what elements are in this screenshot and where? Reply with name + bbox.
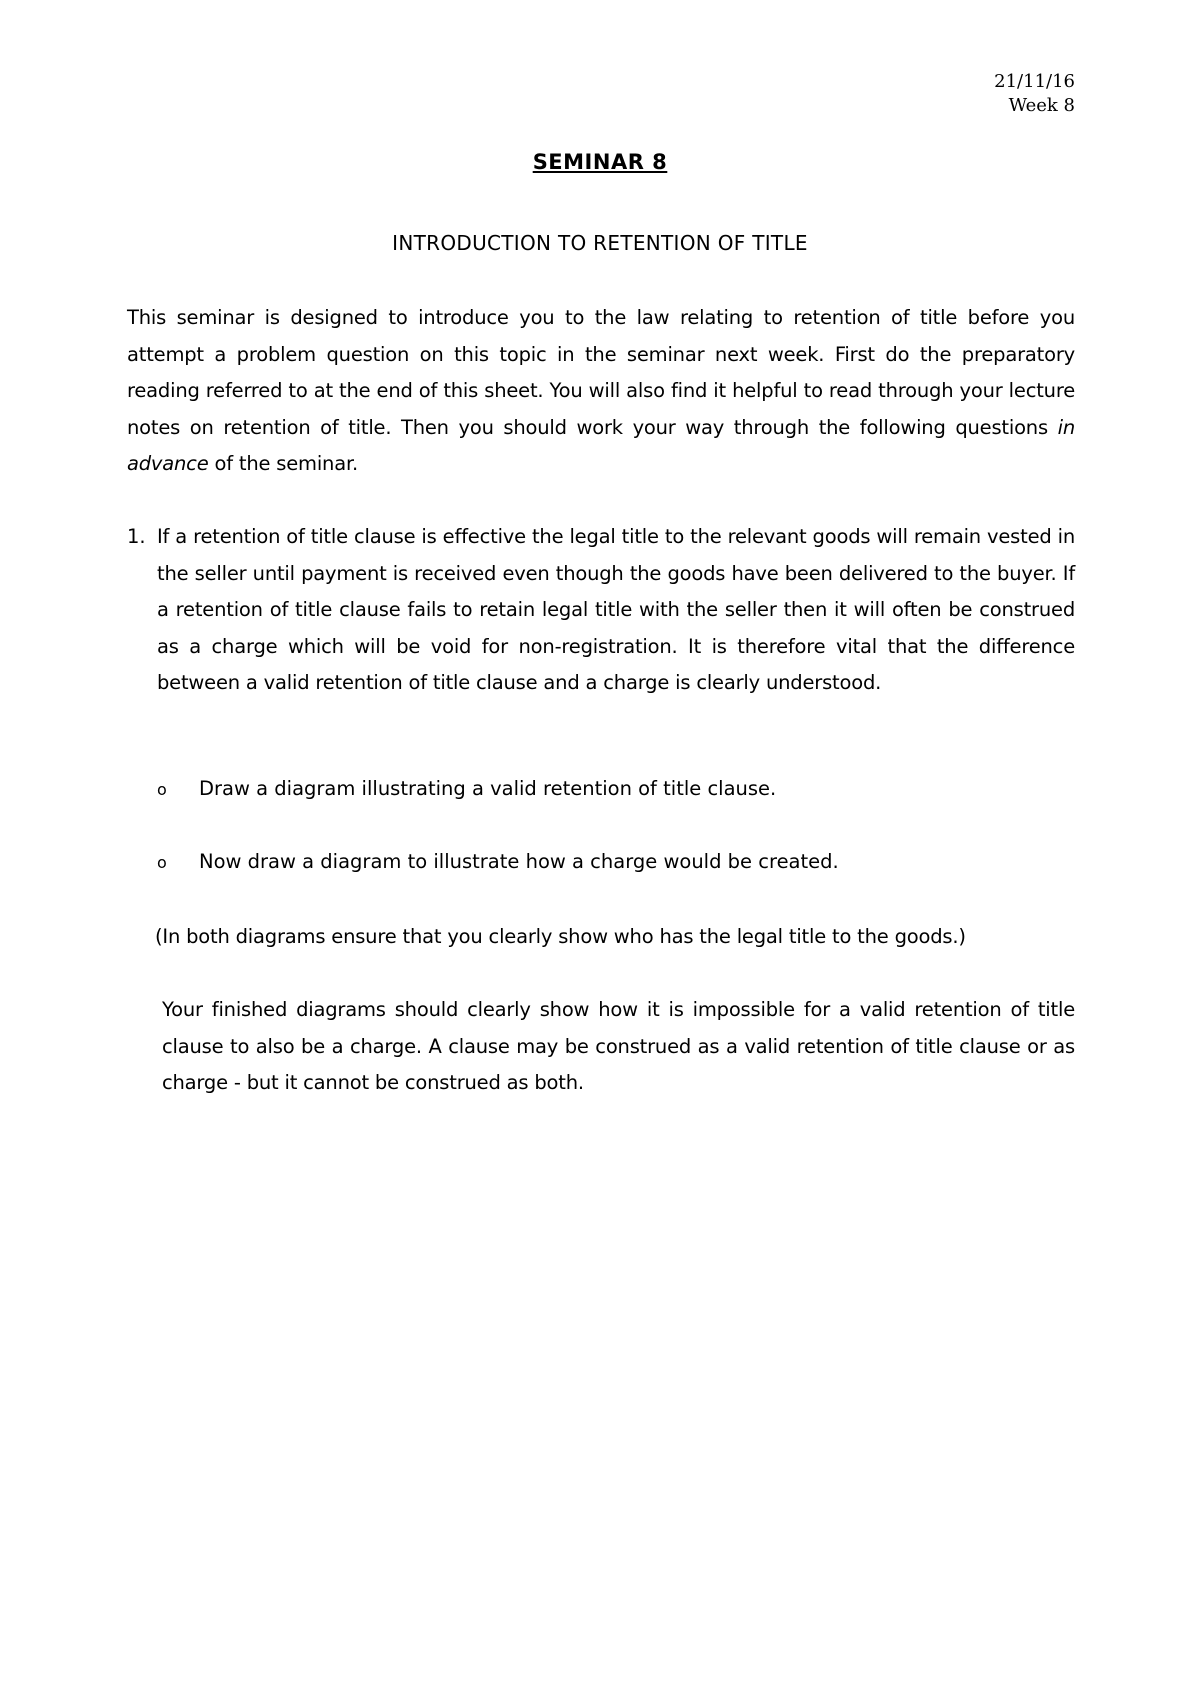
date-label: 21/11/16 xyxy=(994,71,1075,92)
diagram-note: (In both diagrams ensure that you clearly show who has the legal title to the goods.) xyxy=(155,925,966,948)
finished-diagrams-paragraph: Your finished diagrams should clearly show how it is impossible for a valid retention of title clause to also be a charge. A clause may be construed as a valid retention of title clause or as charge - but it cannot be construed as both. xyxy=(162,998,1075,1094)
question-1-text: If a retention of title clause is effective the legal title to the relevant goods will remain vested in the seller until payment is received even though the goods have been delivered to the buyer. If a retention of title clause fails to retain legal title with the seller then it will often be construed as a charge which will be void for non-registration. It is therefore vital that the difference between a valid retention of title clause and a charge is clearly understood. xyxy=(157,525,1075,694)
page-subtitle: INTRODUCTION TO RETENTION OF TITLE xyxy=(392,231,808,255)
intro-text-end: of the seminar. xyxy=(208,452,358,475)
intro-text: This seminar is designed to introduce you to the law relating to retention of title before you attempt a problem question on this topic in the seminar next week. First do the preparatory reading referred to at the end of this sheet. You will also find it helpful to read through your lecture notes on retention of title. Then you should work your way through the following questions xyxy=(127,306,1075,439)
header-meta xyxy=(994,70,1075,118)
question-number: 1. xyxy=(127,525,146,548)
intro-italic-text: in advance xyxy=(127,415,1075,475)
list-item-text: Now draw a diagram to illustrate how a charge would be created. xyxy=(199,850,839,873)
list-item xyxy=(157,844,839,881)
intro-paragraph xyxy=(127,300,1075,483)
bullet-icon: o xyxy=(157,853,167,872)
page-title: SEMINAR 8 xyxy=(532,150,668,174)
bullet-icon: o xyxy=(157,780,167,799)
week-label: Week 8 xyxy=(1008,95,1075,116)
list-item-text: Draw a diagram illustrating a valid retention of title clause. xyxy=(199,777,777,800)
list-item xyxy=(157,771,776,808)
